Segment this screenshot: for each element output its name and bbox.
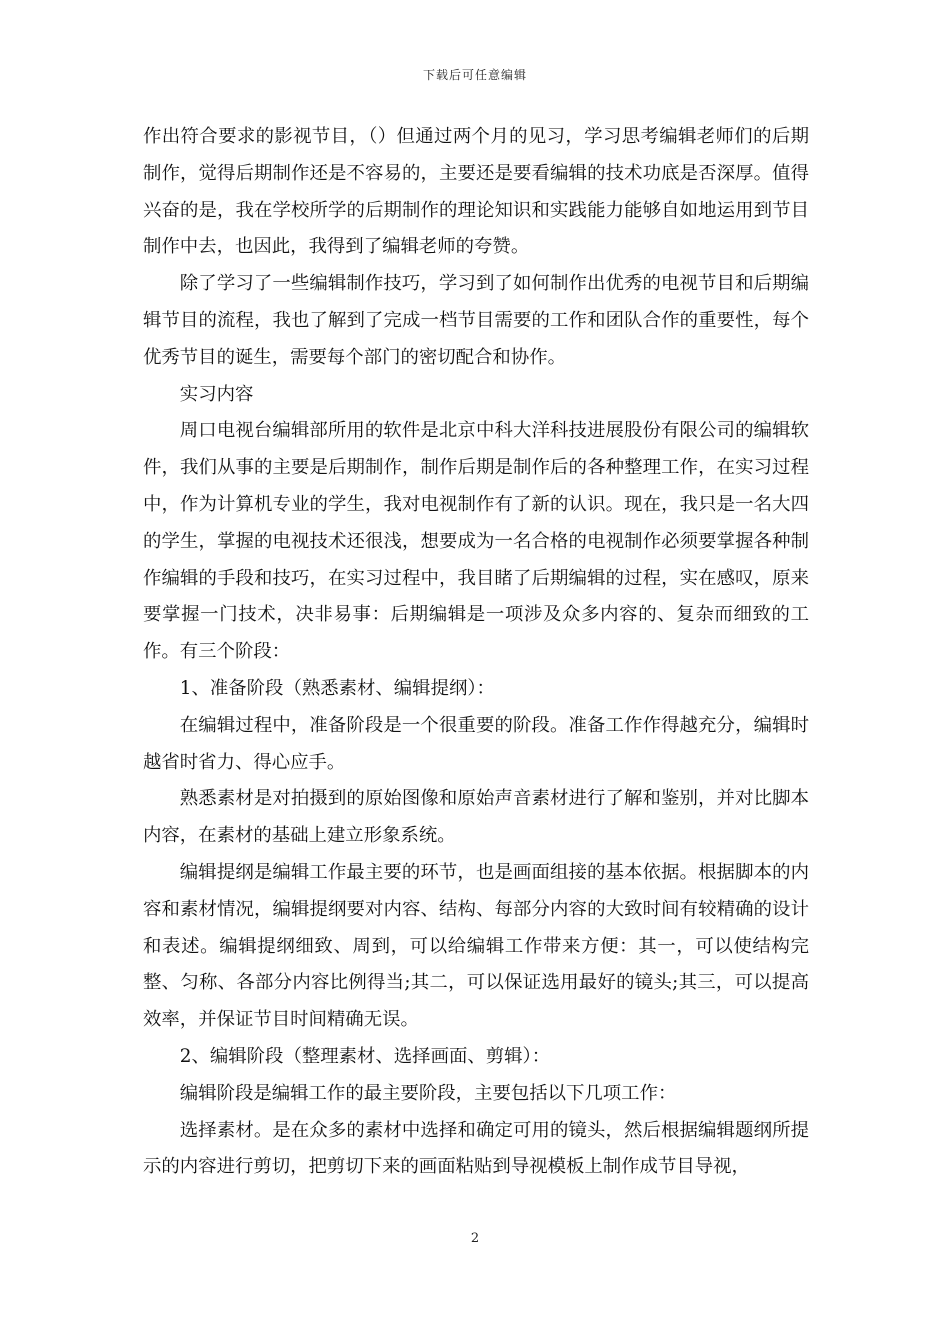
paragraph: 编辑阶段是编辑工作的最主要阶段，主要包括以下几项工作：	[179, 1082, 677, 1104]
subsection-heading: 2、编辑阶段（整理素材、选择画面、剪辑）：	[179, 1045, 551, 1067]
subsection-heading: 1、准备阶段（熟悉素材、编辑提纲）：	[179, 677, 495, 699]
paragraph: 编辑提纲是编辑工作最主要的环节，也是画面组接的基本依据。根据脚本的内容和素材情况，编辑提纲要对内容、结构、每部分内容的大致时间有较精确的设计和表述。编辑提纲细致、周到，可以给编辑工作带来方便：其一，可以使结构完整、匀称、各部分内容比例得当;其二，可以保证选用最好的镜头;其三，可以提高效率，并保证节目时间精确无误。	[143, 861, 809, 1031]
paragraph: 熟悉素材是对拍摄到的原始图像和原始声音素材进行了解和鉴别，并对比脚本内容，在素材的基础上建立形象系统。	[143, 788, 809, 847]
section-heading: 实习内容	[179, 383, 254, 405]
page-number: 2	[470, 1231, 480, 1246]
paragraph: 除了学习了一些编辑制作技巧，学习到了如何制作出优秀的电视节目和后期编辑节目的流程，我也了解到了完成一档节目需要的工作和团队合作的重要性，每个优秀节目的诞生，需要每个部门的密切配合和协作。	[143, 273, 809, 368]
paragraph: 周口电视台编辑部所用的软件是北京中科大洋科技进展股份有限公司的编辑软件，我们从事的主要是后期制作，制作后期是制作后的各种整理工作，在实习过程中，作为计算机专业的学生，我对电视制作有了新的认识。现在，我只是一名大四的学生，掌握的电视技术还很浅，想要成为一名合格的电视制作必须要掌握各种制作编辑的手段和技巧，在实习过程中，我目睹了后期编辑的过程，实在感叹，原来要掌握一门技术，决非易事：后期编辑是一项涉及众多内容的、复杂而细致的工作。有三个阶段：	[143, 420, 809, 663]
page-header: 下载后可任意编辑	[422, 68, 527, 82]
document-body	[143, 119, 809, 1186]
paragraph: 作出符合要求的影视节目，（）但通过两个月的见习，学习思考编辑老师们的后期制作，觉得后期制作还是不容易的，主要还是要看编辑的技术功底是否深厚。值得兴奋的是，我在学校所学的后期制作的理论知识和实践能力能够自如地运用到节目制作中去，也因此，我得到了编辑老师的夸赞。	[143, 126, 809, 258]
paragraph: 在编辑过程中，准备阶段是一个很重要的阶段。准备工作作得越充分，编辑时越省时省力、得心应手。	[143, 714, 809, 773]
paragraph: 选择素材。是在众多的素材中选择和确定可用的镜头，然后根据编辑题纲所提示的内容进行剪切，把剪切下来的画面粘贴到导视模板上制作成节目导视，	[143, 1119, 809, 1178]
